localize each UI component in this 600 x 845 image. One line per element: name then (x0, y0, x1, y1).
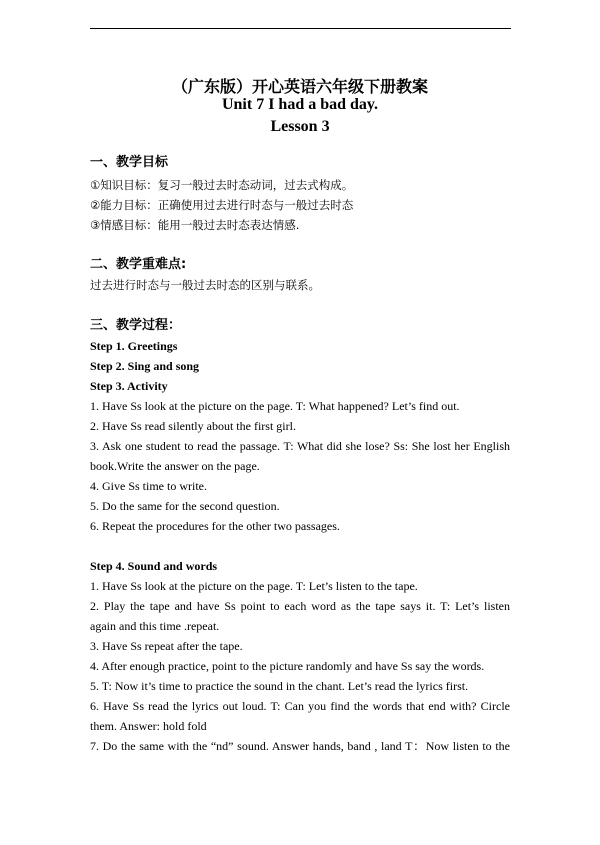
lesson-title: Lesson 3 (270, 118, 330, 135)
step-line: 1. Have Ss look at the picture on the page. T: What happened? Let’s find out. (90, 399, 460, 413)
step-line: them. Answer: hold fold (90, 719, 207, 733)
step-line: 2. Play the tape and have Ss point to each word as the tape says it. T: Let’s listen (90, 599, 510, 613)
objective-item: ①知识目标：复习一般过去时态动词，过去式构成。 (90, 178, 354, 192)
step-line: 6. Have Ss read the lyrics out loud. T: Can you find the words that end with? Circle (90, 699, 510, 713)
step-line: 6. Repeat the procedures for the other two passages. (90, 519, 340, 533)
step-heading: Step 2. Sing and song (90, 359, 200, 373)
unit-title: Unit 7 I had a bad day. (221, 96, 379, 113)
step-line: 7. Do the same with the “nd” sound. Answer hands, band , land T：Now listen to the (90, 739, 510, 753)
header-rule (90, 28, 511, 29)
difficulty-text: 过去进行时态与一般过去时态的区别与联系。 (90, 278, 320, 292)
step-line: 3. Have Ss repeat after the tape. (90, 639, 243, 653)
document-title: （广东版）开心英语六年级下册教案 (171, 77, 428, 96)
step-heading: Step 4. Sound and words (90, 559, 218, 573)
section-heading-difficulties: 二、教学重难点: (90, 257, 187, 272)
step-line: book.Write the answer on the page. (90, 459, 260, 473)
step-line: 3. Ask one student to read the passage. T: What did she lose? Ss: She lost her English (90, 439, 510, 453)
objective-item: ②能力目标：正确使用过去进行时态与一般过去时态 (90, 198, 354, 212)
step-line: 4. Give Ss time to write. (90, 479, 207, 493)
objective-item: ③情感目标：能用一般过去时态表达情感. (90, 218, 300, 232)
section-heading-objectives: 一、教学目标 (90, 155, 169, 170)
step-heading: Step 1. Greetings (90, 339, 178, 353)
step-line: 4. After enough practice, point to the picture randomly and have Ss say the words. (90, 659, 485, 673)
step-line: again and this time .repeat. (90, 619, 220, 633)
step-line: 5. Do the same for the second question. (90, 499, 280, 513)
section-heading-process: 三、教学过程： (90, 318, 182, 333)
step-line: 1. Have Ss look at the picture on the page. T: Let’s listen to the tape. (90, 579, 418, 593)
step-heading: Step 3. Activity (90, 379, 168, 393)
step-line: 5. T: Now it’s time to practice the sound in the chant. Let’s read the lyrics first. (90, 679, 469, 693)
step-line: 2. Have Ss read silently about the first girl. (90, 419, 296, 433)
